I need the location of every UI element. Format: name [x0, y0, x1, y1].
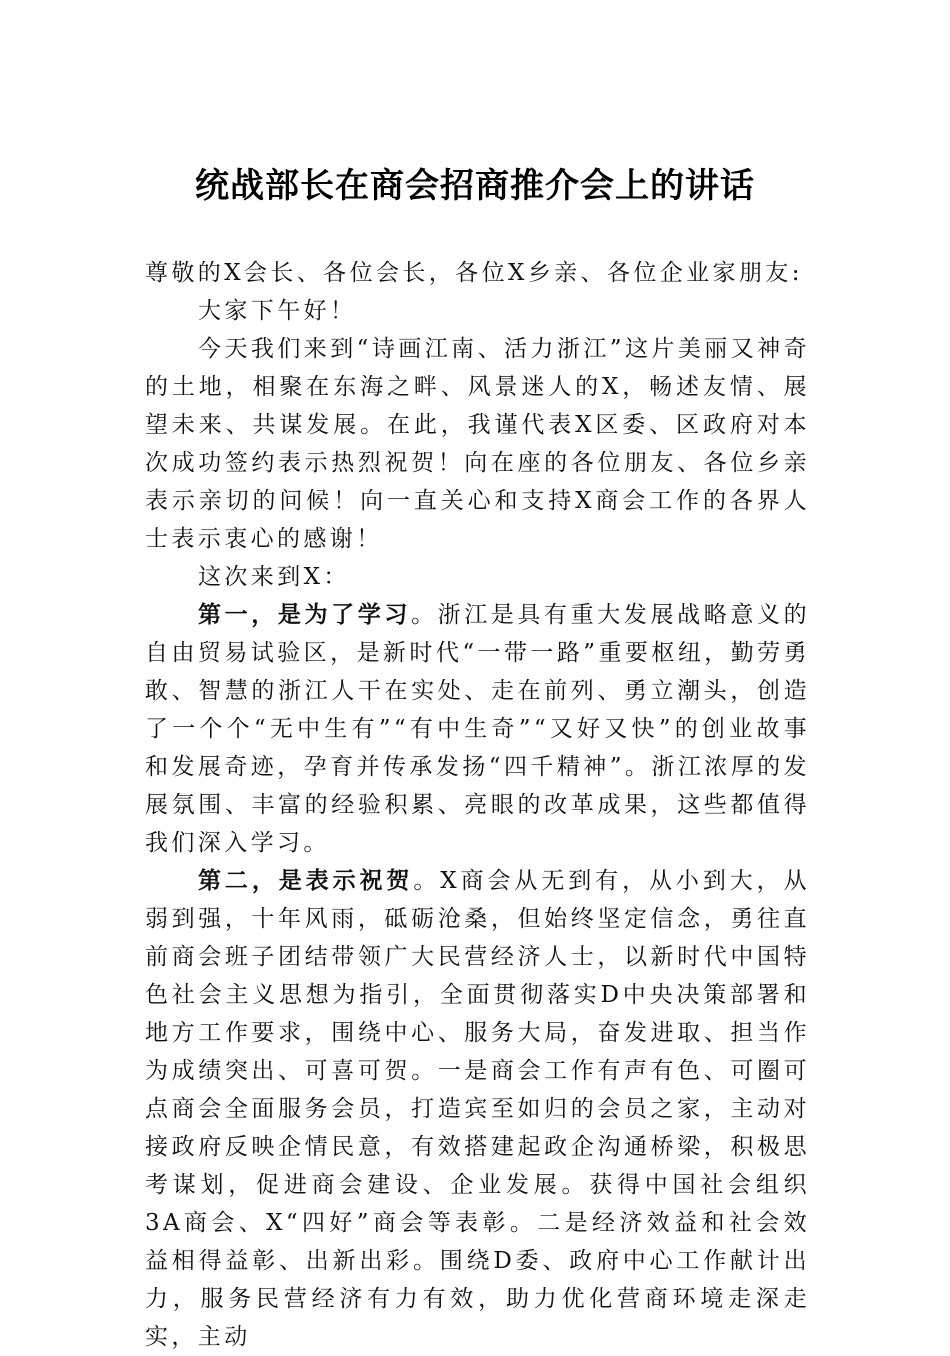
document-body — [145, 254, 810, 1356]
document-title: 统战部长在商会招商推介会上的讲话 — [195, 166, 755, 206]
transition-line: 这次来到X： — [198, 564, 350, 590]
greeting: 大家下午好！ — [198, 298, 357, 324]
first-point-text: 。浙江是具有重大发展战略意义的自由贸易试验区，是新时代“一带一路”重要枢纽，勤劳勇敢、智慧的浙江人干在实处、走在前列、勇立潮头，创造了一个个“无中生有”“有中生奇”“又好又快”的创业故事和发展奇迹，孕育并传承发扬“四千精神”。浙江浓厚的发展氛围、丰富的经验积累、亮眼的改革成果，这些都值得我们深入学习。 — [145, 602, 811, 856]
first-point-paragraph — [145, 596, 810, 862]
intro-paragraph: 今天我们来到“诗画江南、活力浙江”这片美丽又神奇的土地，相聚在东海之畔、风景迷人的X，畅述友情、展望未来、共谋发展。在此，我谨代表X区委、区政府对本次成功签约表示热烈祝贺！向在座的各位朋友、各位乡亲表示亲切的问候！向一直关心和支持X商会工作的各界人士表示衷心的感谢！ — [145, 336, 810, 552]
second-point-text: 。X商会从无到有，从小到大，从弱到强，十年风雨，砥砺沧桑，但始终坚定信念，勇往直前商会班子团结带领广大民营经济人士，以新时代中国特色社会主义思想为指引，全面贯彻落实D中央决策部署和地方工作要求，围绕中心、服务大局，奋发进取、担当作为成绩突出、可喜可贺。一是商会工作有声有色、可圈可点商会全面服务会员，打造宾至如归的会员之家，主动对接政府反映企情民意，有效搭建起政企沟通桥梁，积极思考谋划，促进商会建设、企业发展。获得中国社会组织3A商会、X“四好”商会等表彰。二是经济效益和社会效益相得益彰、出新出彩。围绕D委、政府中心工作献计出力，服务民营经济有力有效，助力优化营商环境走深走实，主动 — [145, 868, 811, 1350]
second-point-paragraph — [145, 862, 810, 1356]
second-point-heading: 第二，是表示祝贺 — [198, 867, 414, 894]
first-point-heading: 第一，是为了学习 — [198, 601, 411, 628]
salutation: 尊敬的X会长、各位会长，各位X乡亲、各位企业家朋友: — [145, 260, 803, 286]
